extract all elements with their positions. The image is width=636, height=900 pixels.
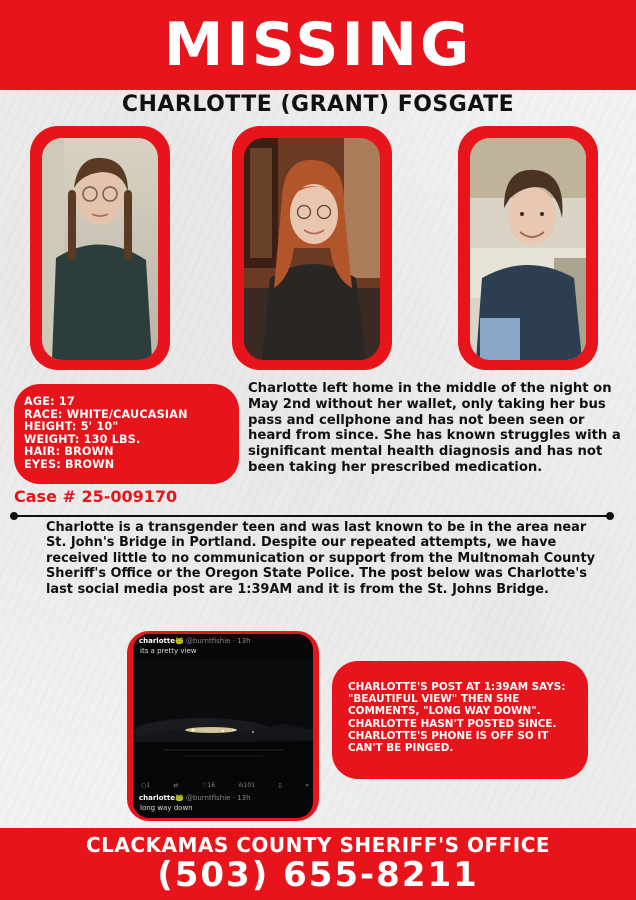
reply-count: ○1: [141, 782, 151, 789]
retweet-icon: ⇄: [173, 782, 179, 789]
reply-text: long way down: [140, 804, 193, 812]
photo-portrait-braids: [42, 138, 158, 360]
stat-race: RACE: WHITE/CAUCASIAN: [24, 407, 188, 421]
reply-handle: @burntfishie · 13h: [185, 794, 251, 802]
post-username: charlotte🐸: [139, 637, 184, 645]
view-count: ılı101: [238, 782, 255, 789]
divider-dot-right: [606, 512, 614, 520]
case-number: Case # 25-009170: [14, 487, 178, 506]
section-divider: [14, 515, 610, 517]
photo-portrait-red-hair: [244, 138, 380, 360]
share-icon: ⋄: [305, 782, 309, 789]
stat-age: AGE: 17: [24, 395, 75, 408]
details-paragraph: Charlotte is a transgender teen and was last known to be in the area near St. John's Bridge in Portland. Despite our repeated attempts, we have received little to no communication or support from the Multnomah County Sheriff's Office or the Oregon State Police. The post below was Charlotte's last social media post are 1:39AM and it is from the St. Johns Bridge.: [46, 520, 596, 597]
photo-portrait-smiling: [470, 138, 586, 360]
headline-banner: [0, 0, 636, 90]
post-text: its a pretty view: [140, 647, 197, 655]
social-post-screenshot: [133, 634, 313, 818]
headline: MISSING: [163, 10, 473, 80]
description-paragraph: Charlotte left home in the middle of the night on May 2nd without her wallet, only taking her bus pass and cellphone and has not been seen or heard from since. She has known struggles with a significant mental health diagnosis and has not been taking her prescribed medication.: [248, 381, 621, 475]
stat-height: HEIGHT: 5' 10": [24, 420, 119, 434]
post-callout-text: CHARLOTTE'S POST AT 1:39AM SAYS: "BEAUTIFUL VIEW" THEN SHE COMMENTS, "LONG WAY DOWN". CHARLOTTE HASN'T POSTED SINCE. CHARLOTTE'S PHONE IS OFF SO IT CAN'T BE PINGED.: [348, 681, 566, 755]
stat-eyes: EYES: BROWN: [24, 457, 115, 471]
stats-box: [14, 384, 239, 484]
like-count: ♡16: [202, 782, 216, 789]
office-phone: (503) 655-8211: [157, 855, 479, 895]
stat-hair: HAIR: BROWN: [24, 445, 114, 459]
reply-username: charlotte🐸: [139, 794, 184, 802]
post-header: [139, 637, 251, 645]
night-bridge-photo: [133, 660, 313, 782]
divider-dot-left: [10, 512, 18, 520]
office-name: CLACKAMAS COUNTY SHERIFF'S OFFICE: [85, 833, 551, 857]
reply-header: [139, 794, 251, 802]
bookmark-icon: ▯: [278, 782, 282, 789]
stat-weight: WEIGHT: 130 LBS.: [24, 432, 141, 446]
person-name: CHARLOTTE (GRANT) FOSGATE: [121, 92, 515, 117]
contact-banner: [0, 828, 636, 900]
post-callout-box: [332, 661, 588, 779]
post-handle: @burntfishie · 13h: [185, 637, 251, 645]
post-actions: [141, 782, 309, 789]
